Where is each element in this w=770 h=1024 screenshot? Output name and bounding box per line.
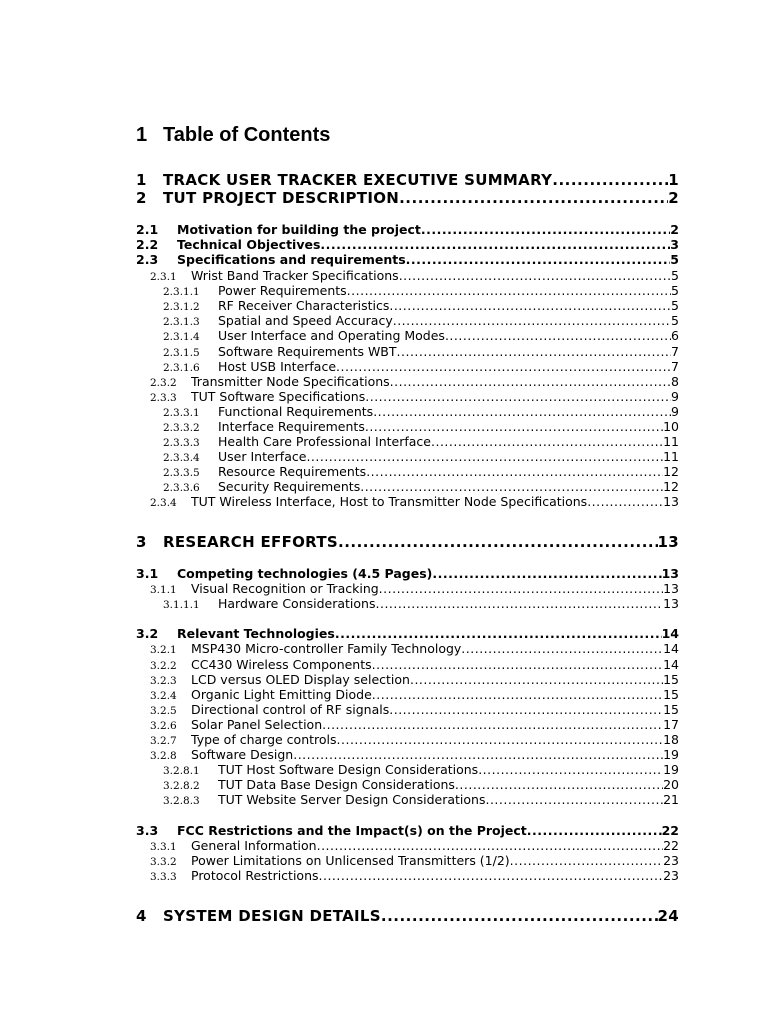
- toc-entry-title: Type of charge controls: [191, 732, 337, 747]
- toc-entry-number: 3.2.3: [150, 675, 177, 687]
- toc-entry[interactable]: [136, 328, 679, 343]
- toc-dot-leader: [336, 359, 671, 374]
- toc-entry-number: 3.2.2: [150, 660, 177, 672]
- toc-entry-page: 20: [663, 777, 679, 792]
- toc-dot-leader: [373, 404, 671, 419]
- toc-dot-leader: [366, 464, 663, 479]
- toc-entry[interactable]: [136, 868, 679, 883]
- toc-entry-title: Power Requirements: [218, 283, 347, 298]
- toc-entry-page: 9: [671, 404, 679, 419]
- toc-entry-title: LCD versus OLED Display selection: [191, 672, 410, 687]
- toc-entry[interactable]: [136, 732, 679, 747]
- toc-dot-leader: [376, 596, 664, 611]
- toc-entry-number: 3.1.1: [150, 584, 177, 596]
- toc-entry-number: 2.3.3.4: [163, 452, 200, 464]
- toc-entry[interactable]: [136, 687, 679, 702]
- toc-dot-leader: [347, 283, 671, 298]
- toc-entry[interactable]: [136, 252, 679, 267]
- toc-entry-number: 3.3.1: [150, 841, 177, 853]
- toc-entry[interactable]: [136, 479, 679, 494]
- toc-dot-leader: [431, 434, 663, 449]
- toc-entry-page: 24: [657, 907, 679, 925]
- toc-entry-title: TUT Website Server Design Considerations: [218, 792, 486, 807]
- toc-entry-number: 2.3.1.5: [163, 347, 200, 359]
- toc-entry-title: Directional control of RF signals: [191, 702, 390, 717]
- toc-entry-title: Visual Recognition or Tracking: [191, 581, 379, 596]
- toc-entry-title: User Interface and Operating Modes: [218, 328, 445, 343]
- toc-entry-title: Power Limitations on Unlicensed Transmitters (1/2): [191, 853, 510, 868]
- toc-entry-page: 13: [661, 566, 679, 581]
- toc-entry-number: 3.2.8.2: [163, 780, 200, 792]
- toc-entry-title: Protocol Restrictions: [191, 868, 319, 883]
- toc-entry-page: 22: [661, 823, 679, 838]
- toc-dot-leader: [360, 479, 663, 494]
- toc-entry-title: Solar Panel Selection: [191, 717, 323, 732]
- toc-dot-leader: [406, 252, 671, 267]
- toc-entry[interactable]: [136, 792, 679, 807]
- toc-entry-page: 18: [663, 732, 679, 747]
- toc-heading-title: Table of Contents: [163, 124, 331, 146]
- toc-entry-page: 5: [671, 313, 679, 328]
- toc-entry-number: 3.2.8.1: [163, 765, 200, 777]
- toc-entry-title: Software Design: [191, 747, 294, 762]
- toc-entry-number: 2.3.1: [150, 271, 177, 283]
- toc-dot-leader: [399, 268, 671, 283]
- toc-entry-page: 10: [663, 419, 679, 434]
- toc-entry-page: 15: [663, 702, 679, 717]
- toc-entry-title: Technical Objectives: [177, 237, 321, 252]
- toc-entry-title: General Information: [191, 838, 317, 853]
- toc-entry[interactable]: [136, 838, 679, 853]
- toc-entry-title: TUT Host Software Design Considerations: [218, 762, 479, 777]
- toc-entry-page: 3: [670, 237, 679, 252]
- toc-entry-page: 23: [663, 853, 679, 868]
- toc-entry-page: 22: [663, 838, 679, 853]
- toc-entry-title: Organic Light Emitting Diode: [191, 687, 372, 702]
- toc-entry-number: 3.2.5: [150, 705, 177, 717]
- toc-entry-page: 13: [657, 533, 679, 551]
- toc-dot-leader: [379, 581, 663, 596]
- toc-entry[interactable]: [136, 581, 679, 596]
- toc-entry[interactable]: [136, 533, 679, 551]
- toc-entry[interactable]: [136, 189, 679, 207]
- toc-entry[interactable]: [136, 434, 679, 449]
- toc-entry-title: SYSTEM DESIGN DETAILS: [163, 907, 381, 925]
- toc-entry-page: 8: [671, 374, 679, 389]
- toc-entry-page: 23: [663, 868, 679, 883]
- toc-entry-page: 2: [670, 222, 679, 237]
- toc-entry-title: MSP430 Micro-controller Family Technology: [191, 641, 462, 656]
- toc-entry-page: 17: [663, 717, 679, 732]
- toc-entry-page: 12: [663, 479, 679, 494]
- toc-entry-page: 14: [663, 641, 679, 656]
- toc-entry-number: 2.3: [136, 252, 159, 267]
- toc-entry-page: 7: [671, 344, 679, 359]
- toc-entry-page: 12: [663, 464, 679, 479]
- toc-dot-leader: [399, 189, 668, 207]
- toc-dot-leader: [445, 328, 671, 343]
- toc-entry-number: 2: [136, 189, 147, 207]
- toc-entry-number: 2.3.3.5: [163, 467, 200, 479]
- toc-dot-leader: [319, 868, 664, 883]
- toc-dot-leader: [365, 419, 663, 434]
- toc-entry-number: 3.3.2: [150, 856, 177, 868]
- toc-dot-leader: [421, 222, 670, 237]
- toc-heading: [136, 124, 330, 147]
- toc-entry-number: 2.3.3.2: [163, 422, 200, 434]
- toc-dot-leader: [338, 533, 658, 551]
- toc-entry[interactable]: [136, 566, 679, 581]
- toc-entry[interactable]: [136, 389, 679, 404]
- toc-entry[interactable]: [136, 464, 679, 479]
- toc-entry-page: 19: [663, 762, 679, 777]
- toc-entry-number: 3.1: [136, 566, 159, 581]
- toc-dot-leader: [337, 732, 664, 747]
- toc-entry-page: 15: [663, 687, 679, 702]
- toc-entry[interactable]: [136, 268, 679, 283]
- toc-entry-number: 2.3.1.3: [163, 316, 200, 328]
- toc-entry-title: FCC Restrictions and the Impact(s) on the Project: [177, 823, 527, 838]
- toc-entry-title: Specifications and requirements: [177, 252, 406, 267]
- toc-entry-page: 5: [671, 298, 679, 313]
- toc-entry-number: 2.3.1.6: [163, 362, 200, 374]
- toc-entry-title: TRACK USER TRACKER EXECUTIVE SUMMARY: [163, 171, 553, 189]
- toc-entry-title: Resource Requirements: [218, 464, 367, 479]
- toc-entry-page: 9: [671, 389, 679, 404]
- toc-entry[interactable]: [136, 777, 679, 792]
- toc-entry-number: 2.1: [136, 222, 159, 237]
- toc-entry[interactable]: [136, 313, 679, 328]
- toc-entry-number: 3.2.8.3: [163, 795, 200, 807]
- toc-dot-leader: [320, 237, 670, 252]
- toc-entry[interactable]: [136, 823, 679, 838]
- toc-entry-number: 3.1.1.1: [163, 599, 200, 611]
- toc-entry-title: Wrist Band Tracker Specifications: [191, 268, 399, 283]
- toc-entry-title: Spatial and Speed Accuracy: [218, 313, 393, 328]
- toc-entry-page: 5: [671, 268, 679, 283]
- toc-entry-title: TUT Data Base Design Considerations: [218, 777, 455, 792]
- toc-entry-number: 1: [136, 171, 147, 189]
- toc-dot-leader: [478, 762, 663, 777]
- toc-entry-page: 14: [663, 657, 679, 672]
- toc-entry-title: Motivation for building the project: [177, 222, 421, 237]
- toc-entry[interactable]: [136, 657, 679, 672]
- toc-dot-leader: [587, 494, 663, 509]
- toc-entry[interactable]: [136, 359, 679, 374]
- toc-entry-number: 2.3.3.1: [163, 407, 200, 419]
- toc-entry[interactable]: [136, 283, 679, 298]
- toc-entry-title: RF Receiver Characteristics: [218, 298, 390, 313]
- toc-dot-leader: [552, 171, 668, 189]
- toc-entry[interactable]: [136, 626, 679, 641]
- toc-dot-leader: [510, 853, 663, 868]
- toc-dot-leader: [410, 672, 663, 687]
- toc-entry[interactable]: [136, 747, 679, 762]
- toc-entry[interactable]: [136, 641, 679, 656]
- toc-dot-leader: [335, 626, 662, 641]
- toc-entry[interactable]: [136, 596, 679, 611]
- toc-entry-title: Security Requirements: [218, 479, 361, 494]
- toc-entry-number: 2.3.3.6: [163, 482, 200, 494]
- toc-entry-page: 5: [671, 283, 679, 298]
- toc-dot-leader: [455, 777, 663, 792]
- toc-entry-page: 21: [663, 792, 679, 807]
- toc-entry-title: TUT PROJECT DESCRIPTION: [163, 189, 400, 207]
- toc-entry-title: Relevant Technologies: [177, 626, 335, 641]
- toc-dot-leader: [317, 838, 664, 853]
- toc-dot-leader: [397, 344, 672, 359]
- toc-entry[interactable]: [136, 702, 679, 717]
- toc-entry[interactable]: [136, 374, 679, 389]
- toc-entry[interactable]: [136, 762, 679, 777]
- toc-entry-title: Transmitter Node Specifications: [191, 374, 390, 389]
- toc-dot-leader: [461, 641, 663, 656]
- toc-dot-leader: [390, 374, 671, 389]
- toc-entry-number: 3.2.8: [150, 750, 177, 762]
- toc-entry-number: 2.3.2: [150, 377, 177, 389]
- toc-entry-title: Hardware Considerations: [218, 596, 376, 611]
- toc-dot-leader: [293, 747, 663, 762]
- toc-entry-number: 2.3.1.4: [163, 331, 200, 343]
- toc-entry-title: Competing technologies (4.5 Pages): [177, 566, 433, 581]
- toc-entry-number: 2.3.1.2: [163, 301, 200, 313]
- toc-entry-page: 13: [663, 494, 679, 509]
- toc-dot-leader: [389, 298, 671, 313]
- toc-entry-page: 15: [663, 672, 679, 687]
- toc-entry[interactable]: [136, 853, 679, 868]
- toc-dot-leader: [365, 389, 671, 404]
- toc-entry-title: Health Care Professional Interface: [218, 434, 431, 449]
- toc-dot-leader: [372, 657, 663, 672]
- toc-entry-page: 13: [663, 596, 679, 611]
- toc-entry[interactable]: [136, 494, 679, 509]
- toc-heading-number: 1: [136, 124, 148, 146]
- toc-entry-title: Software Requirements WBT: [218, 344, 397, 359]
- toc-entry-page: 7: [671, 359, 679, 374]
- toc-entry[interactable]: [136, 449, 679, 464]
- toc-entry-number: 2.2: [136, 237, 159, 252]
- toc-entry-title: TUT Software Specifications: [191, 389, 366, 404]
- toc-entry-page: 5: [670, 252, 679, 267]
- toc-entry-title: Interface Requirements: [218, 419, 365, 434]
- toc-entry-title: RESEARCH EFFORTS: [163, 533, 338, 551]
- toc-dot-leader: [322, 717, 663, 732]
- toc-entry[interactable]: [136, 717, 679, 732]
- toc-entry-number: 3.2.7: [150, 735, 177, 747]
- toc-dot-leader: [381, 907, 658, 925]
- toc-entry-page: 2: [668, 189, 679, 207]
- toc-entry-page: 6: [671, 328, 679, 343]
- toc-dot-leader: [527, 823, 662, 838]
- toc-dot-leader: [393, 313, 671, 328]
- toc-entry-number: 2.3.3: [150, 392, 177, 404]
- toc-entry-number: 2.3.4: [150, 497, 177, 509]
- toc-entry[interactable]: [136, 344, 679, 359]
- toc-entry-title: Functional Requirements: [218, 404, 374, 419]
- toc-entry-title: User Interface: [218, 449, 307, 464]
- toc-entry-number: 4: [136, 907, 147, 925]
- toc-entry[interactable]: [136, 222, 679, 237]
- toc-entry-number: 3.3.3: [150, 871, 177, 883]
- toc-entry-number: 3.2.6: [150, 720, 177, 732]
- toc-entry-page: 11: [663, 434, 679, 449]
- toc-entry-number: 3.2.1: [150, 644, 177, 656]
- toc-entry[interactable]: [136, 171, 679, 189]
- toc-entry-number: 3.2: [136, 626, 159, 641]
- toc-entry[interactable]: [136, 419, 679, 434]
- toc-entry[interactable]: [136, 404, 679, 419]
- toc-entry-number: 3.2.4: [150, 690, 177, 702]
- toc-dot-leader: [485, 792, 663, 807]
- toc-entry-page: 11: [663, 449, 679, 464]
- toc-entry[interactable]: [136, 237, 679, 252]
- toc-dot-leader: [372, 687, 663, 702]
- toc-entry-page: 1: [668, 171, 679, 189]
- toc-dot-leader: [306, 449, 663, 464]
- toc-entry-number: 3: [136, 533, 147, 551]
- toc-dot-leader: [389, 702, 663, 717]
- toc-entry-title: TUT Wireless Interface, Host to Transmitter Node Specifications: [191, 494, 588, 509]
- toc-entry-number: 2.3.1.1: [163, 286, 200, 298]
- toc-entry[interactable]: [136, 907, 679, 925]
- toc-entry-number: 3.3: [136, 823, 159, 838]
- toc-entry[interactable]: [136, 298, 679, 313]
- toc-entry-page: 19: [663, 747, 679, 762]
- toc-entry-title: CC430 Wireless Components: [191, 657, 372, 672]
- toc-dot-leader: [432, 566, 661, 581]
- toc-entry-page: 13: [663, 581, 679, 596]
- toc-entry-page: 14: [661, 626, 679, 641]
- toc-entry[interactable]: [136, 672, 679, 687]
- toc-entry-number: 2.3.3.3: [163, 437, 200, 449]
- toc-entry-title: Host USB Interface: [218, 359, 337, 374]
